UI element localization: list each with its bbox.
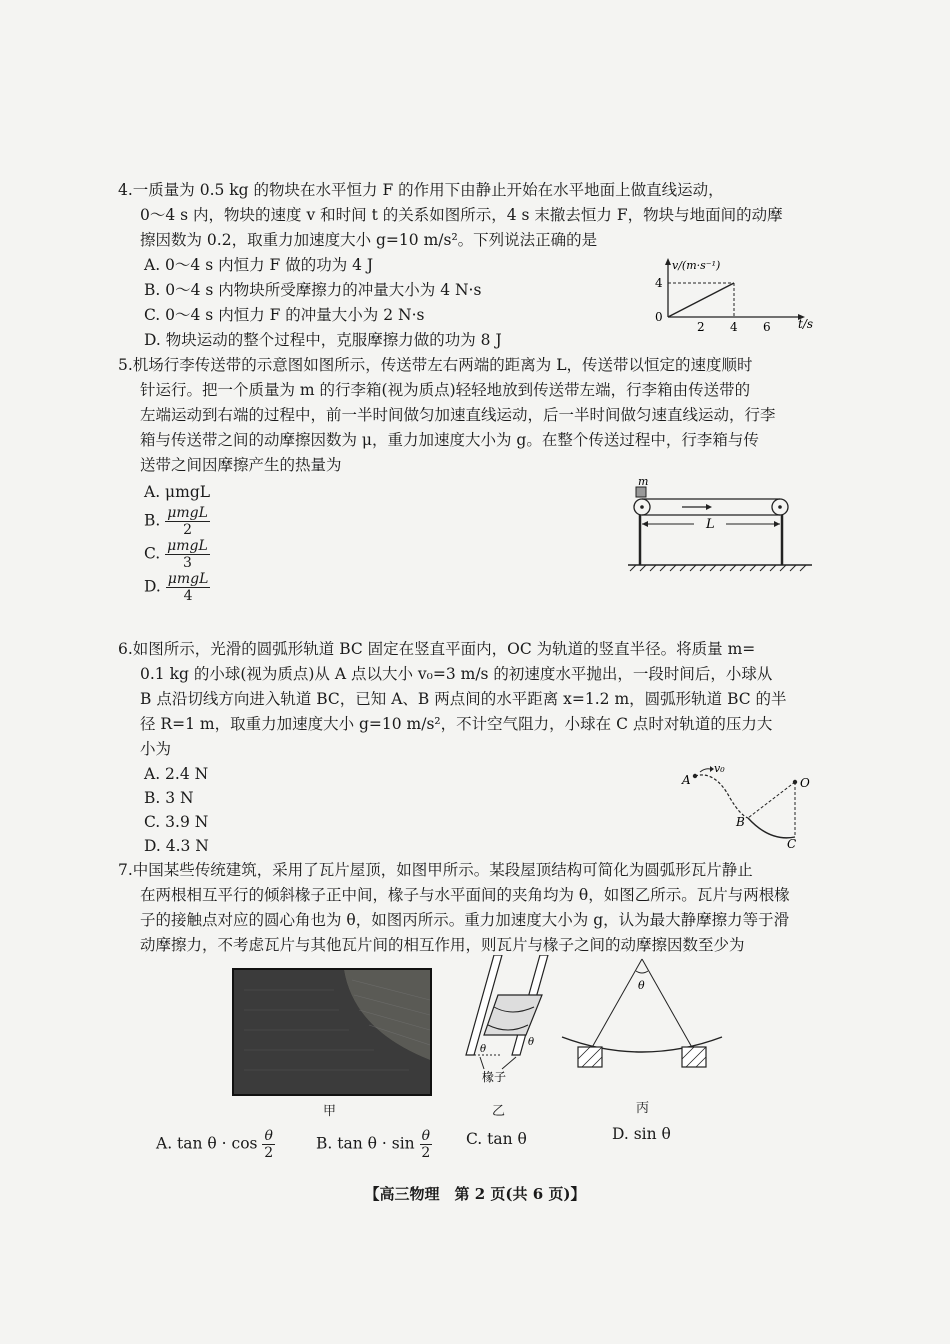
rafters-figure [462,955,562,1085]
question-7 [118,858,818,958]
q5-stem-line: 箱与传送带之间的动摩擦因数为 μ，重力加速度大小为 g。在整个传送过程中，行李箱与传 [140,431,759,449]
q7-option-c: C. tan θ [466,1130,527,1148]
tile [484,995,542,1035]
page-footer: 【高三物理 第 2 页(共 6 页)】 [364,1185,586,1203]
graph-xlabel: t/s [798,317,814,331]
velocity-arrow [700,769,710,772]
ground-hatching [630,565,806,571]
right-rafter-section [682,1047,706,1067]
frac-num: μmgL [167,505,208,521]
q6-option-b: B. 3 N [144,789,194,807]
q5-conveyor-figure [622,476,822,576]
q4-stem-line: 4.一质量为 0.5 kg 的物块在水平恒力 F 的作用下由静止开始在水平地面上做直线运动， [118,181,724,199]
graph-line [668,283,734,317]
y-arrow-icon [665,258,671,265]
fraction [262,1128,274,1161]
fraction [420,1128,432,1161]
q7-option-d: D. sin θ [612,1125,671,1143]
fraction [166,571,211,604]
point-b-label: B [736,815,745,829]
dim-arrow-icon [642,521,648,527]
q4-stem-line: 擦因数为 0.2，取重力加速度大小 g=10 m/s²。下列说法正确的是 [140,231,598,249]
radius-ob [748,782,795,818]
theta-label: θ [528,1037,535,1048]
graph-ylabel: v/(m·s⁻¹) [672,259,721,272]
luggage-box [636,487,646,497]
frac-den: 4 [183,588,193,604]
caption-yi: 乙 [492,1104,506,1119]
radius-line [642,959,694,1051]
point-a-label: A [682,773,691,787]
q6-stem-line: 0.1 kg 的小球(视为质点)从 A 点以大小 v₀=3 m/s 的初速度水平抛出，一段时间后，小球从 [140,665,773,683]
frac-den: 2 [421,1145,431,1161]
q7-stem-line: 动摩擦力，不考虑瓦片与其他瓦片间的相互作用，则瓦片与椽子之间的动摩擦因数至少为 [140,936,745,954]
frac-num: μmgL [167,538,208,554]
option-text: B. tan θ · sin [316,1134,415,1153]
q6-option-a: A. 2.4 N [144,765,209,783]
q4-option-b: B. 0～4 s 内物块所受摩擦力的冲量大小为 4 N·s [144,281,482,299]
pulley-axle [640,505,644,509]
q7-option-a [156,1128,275,1161]
q6-option-d: D. 4.3 N [144,837,209,855]
graph-origin: 0 [655,310,663,324]
fraction [165,505,210,538]
frac-num: θ [421,1128,431,1144]
option-text: A. tan θ · cos [156,1134,258,1153]
frac-den: 2 [264,1145,274,1161]
option-label: D. [144,577,161,596]
roof-photo [232,968,432,1096]
option-label: B. [144,511,161,530]
q5-stem-line: 5.机场行李传送带的示意图如图所示，传送带左右两端的距离为 L，传送带以恒定的速度顺时 [118,356,753,374]
caption-bing: 丙 [636,1101,650,1116]
roof-image [234,970,430,1094]
q6-trajectory-figure [680,760,820,850]
dim-arrow-icon [774,521,780,527]
theta-label: θ [638,979,645,992]
mass-label: m [638,476,649,488]
frac-den: 2 [183,522,193,538]
q5-stem-line: 送带之间因摩擦产生的热量为 [140,456,342,474]
projectile-path [695,775,748,818]
pointer-line [502,1057,516,1069]
q6-stem-line: 6.如图所示，光滑的圆弧形轨道 BC 固定在竖直平面内，OC 为轨道的竖直半径。将质量 m= [118,640,756,658]
length-label: L [706,517,715,532]
q7-option-b [316,1128,432,1161]
pulley-axle [778,505,782,509]
rafter-label: 椽子 [482,1070,507,1084]
arrow-right-icon [706,504,712,510]
q7-stem-line: 在两根相互平行的倾斜椽子正中间，椽子与水平面间的夹角均为 θ，如图乙所示。瓦片与两根椽 [140,886,790,904]
q6-stem-line: 径 R=1 m，取重力加速度大小 g=10 m/s²，不计空气阻力，小球在 C 点时对轨道的压力大 [140,715,773,733]
graph-ytick: 4 [655,276,663,290]
point-o-label: O [800,776,810,790]
q4-stem-line: 0～4 s 内，物块的速度 v 和时间 t 的关系如图所示，4 s 末撤去恒力 F，物块与地面间的动摩 [140,206,783,224]
q6-stem-line: 小为 [140,740,172,758]
q4-option-c: C. 0～4 s 内恒力 F 的冲量大小为 2 N·s [144,306,425,324]
q4-vt-graph [650,255,820,335]
frac-num: θ [264,1128,273,1144]
graph-xtick: 2 [697,320,705,334]
radius-line [590,959,642,1051]
q6-stem-line: B 点沿切线方向进入轨道 BC，已知 A、B 两点间的水平距离 x=1.2 m，圆弧形轨道 BC 的半 [140,690,787,708]
option-label: C. [144,544,161,563]
arc-track-bc [748,818,795,838]
arc-angle-figure [560,955,730,1085]
q5-option-a: A. μmgL [144,483,211,501]
angle-arc [636,971,648,973]
fraction [165,538,210,571]
pointer-line [480,1057,484,1069]
left-rafter-section [578,1047,602,1067]
q6-option-c: C. 3.9 N [144,813,209,831]
point-c-label: C [787,837,797,850]
frac-num: μmgL [167,571,209,587]
q5-stem-line: 左端运动到右端的过程中，前一半时间做匀加速直线运动，后一半时间做匀速直线运动，行李 [140,406,776,424]
q7-stem-line: 子的接触点对应的圆心角也为 θ，如图丙所示。重力加速度大小为 g，认为最大静摩擦力等于滑 [140,911,790,929]
frac-den: 3 [183,555,192,571]
q7-stem-line: 7.中国某些传统建筑，采用了瓦片屋顶，如图甲所示。某段屋顶结构可简化为圆弧形瓦片静止 [118,861,753,879]
graph-xtick: 6 [763,320,771,334]
q4-option-d: D. 物块运动的整个过程中，克服摩擦力做的功为 8 J [144,331,502,349]
q5-stem-line: 针运行。把一个质量为 m 的行李箱(视为质点)轻轻地放到传送带左端，行李箱由传送带的 [140,381,751,399]
v0-label: v₀ [714,762,725,775]
graph-xtick: 4 [730,320,738,334]
theta-label: θ [480,1044,487,1055]
q4-option-a: A. 0～4 s 内恒力 F 做的功为 4 J [144,256,374,274]
caption-jia: 甲 [323,1104,337,1119]
